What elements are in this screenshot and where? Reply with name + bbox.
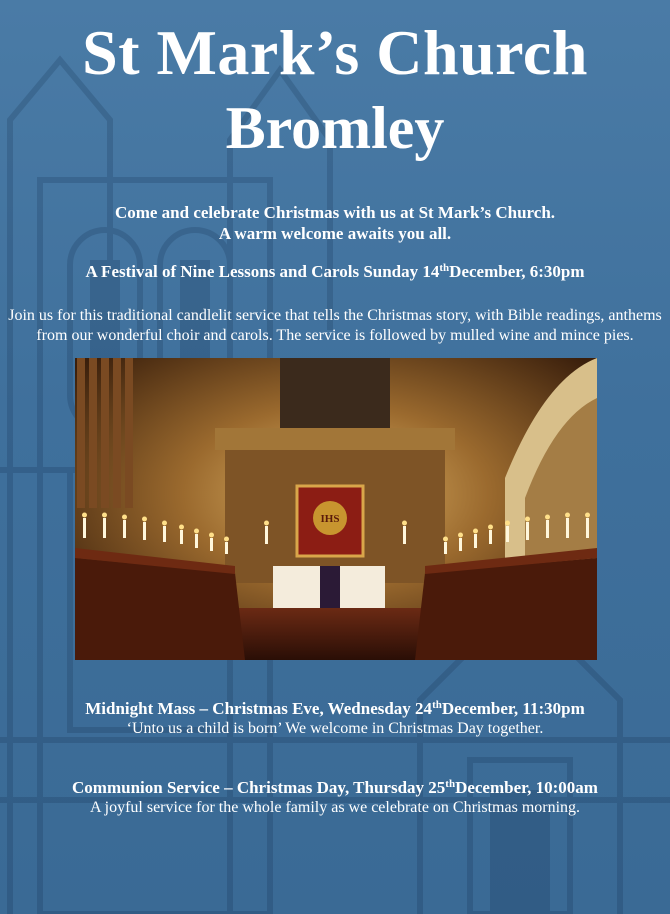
- welcome-line-2: A warm welcome awaits you all.: [218, 224, 452, 243]
- carols-service-description: Join us for this traditional candlelit service that tells the Christmas story, with Bible readings, anthems from our wonderful choir and carols. The service is followed by mulled wine and mince pies.: [8, 307, 662, 344]
- church-location: Bromley: [225, 95, 445, 161]
- carols-heading-suffix: th: [439, 262, 450, 274]
- communion-heading-date: December, 10:00am: [455, 778, 598, 797]
- welcome-line-1: Come and celebrate Christmas with us at St Mark’s Church.: [114, 203, 556, 222]
- carols-service-heading: [0, 261, 670, 282]
- midnight-heading-date: December, 11:30pm: [441, 699, 585, 718]
- church-interior-photo: [75, 358, 597, 660]
- communion-service-description: A joyful service for the whole family as we celebrate on Christmas morning.: [89, 799, 581, 816]
- communion-heading-text: Communion Service – Christmas Day, Thursday 25: [72, 778, 446, 797]
- altar-monogram: IHS: [320, 513, 340, 525]
- communion-heading-suffix: th: [445, 778, 456, 790]
- communion-service-heading: [0, 777, 670, 798]
- midnight-mass-heading: [0, 698, 670, 719]
- midnight-heading-suffix: th: [432, 699, 442, 711]
- carols-heading-date: December, 6:30pm: [449, 262, 585, 281]
- church-name: St Mark’s Church: [82, 17, 588, 88]
- welcome-message: [0, 202, 670, 244]
- midnight-mass-description: ‘Unto us a child is born’ We welcome in Christmas Day together.: [126, 720, 544, 737]
- carols-heading-text: A Festival of Nine Lessons and Carols Sunday 14: [85, 262, 440, 281]
- midnight-heading-text: Midnight Mass – Christmas Eve, Wednesday 24: [85, 699, 433, 718]
